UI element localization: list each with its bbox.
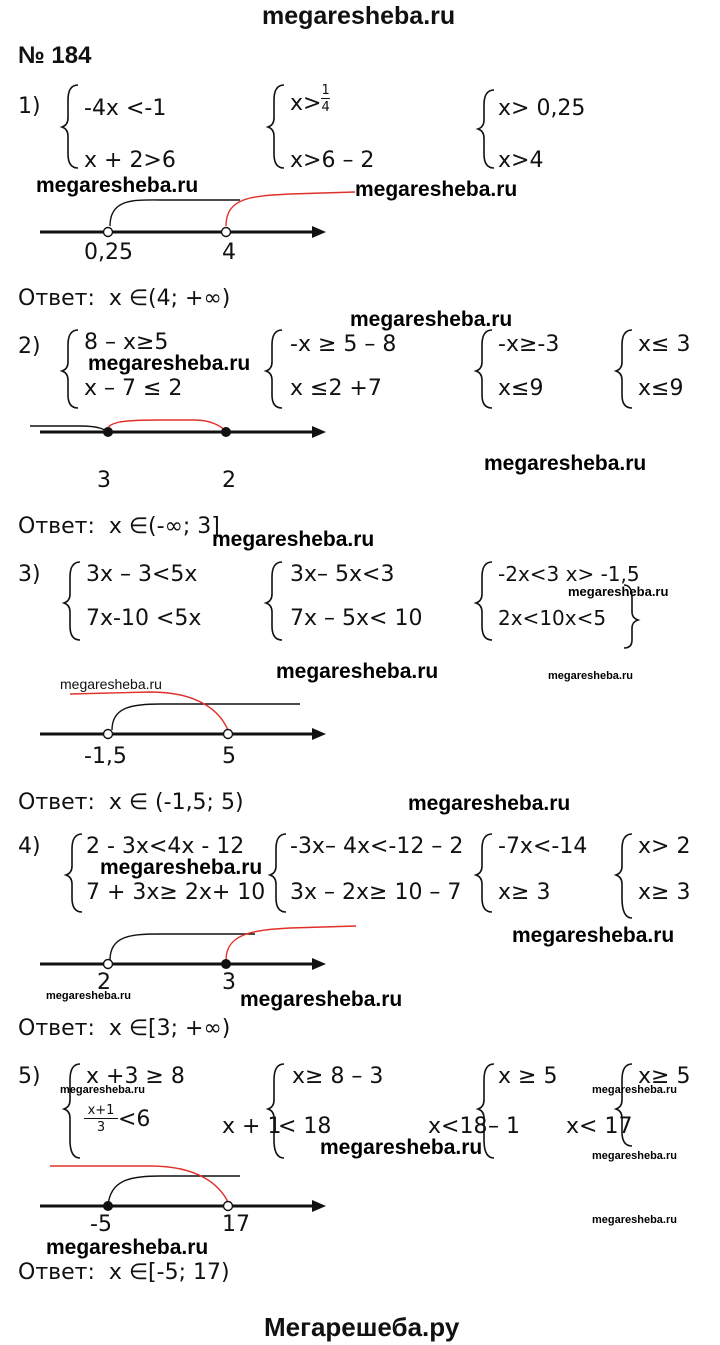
t1-c2-fraction (321, 84, 329, 116)
t3-c1-top: 3x – 3<5x (86, 562, 198, 587)
axis-label: 17 (222, 1212, 250, 1237)
t5-fraction (84, 1104, 118, 1136)
axis-label: 4 (222, 240, 236, 265)
footer-brand: Мегарешеба.ру (264, 1312, 460, 1342)
t3-c3-top: -2x<3 x> -1,5 (498, 562, 640, 586)
axis-label: 3 (97, 468, 111, 493)
answer-value: x ∈ (-1,5; 5) (108, 790, 244, 815)
answer-1 (18, 288, 230, 310)
t5-c4-left: x< 17 (566, 1114, 633, 1139)
watermark: megaresheba.ru (100, 856, 263, 879)
answer-prefix: Ответ: (18, 514, 95, 539)
t5-den: 3 (84, 1118, 118, 1135)
answer-prefix: Ответ: (18, 286, 95, 311)
task-label: 1) (18, 94, 41, 119)
task-label: 4) (18, 834, 41, 859)
t2-c3-bottom: x≤9 (498, 376, 544, 401)
t2-c4-bottom: x≤9 (638, 376, 684, 401)
t4-c3-top: -7x<-14 (498, 834, 588, 859)
answer-value: x ∈(-∞; 3] (108, 514, 220, 539)
problem-number: № 184 (18, 42, 92, 69)
t5-c3-top: x ≥ 5 (498, 1064, 558, 1089)
watermark: megaresheba.ru (240, 988, 403, 1011)
axis-label: 0,25 (84, 240, 133, 265)
watermark: megaresheba.ru (350, 308, 513, 331)
answer-value: x ∈(4; +∞) (108, 286, 231, 311)
t4-c2-top: -3x– 4x<-12 – 2 (290, 834, 464, 859)
t5-c2-top: x≥ 8 – 3 (292, 1064, 384, 1089)
t5-c1-top: x +3 ≥ 8 (86, 1064, 185, 1089)
axis-label: 2 (97, 970, 111, 995)
t1-c2-num: 1 (321, 83, 330, 98)
t5-c2-left: x + 1 (222, 1114, 282, 1139)
t1-c1-bottom: x + 2>6 (84, 148, 176, 173)
answer-3 (18, 792, 244, 814)
answer-prefix: Ответ: (18, 1016, 95, 1041)
answer-prefix: Ответ: (18, 1260, 95, 1285)
t1-c1-top: -4x <-1 (84, 96, 167, 121)
axis-label: 2 (222, 468, 236, 493)
watermark: megaresheba.ru (320, 1136, 483, 1159)
t5-c1-bottom (84, 1104, 150, 1136)
t5-c4-top: x≥ 5 (638, 1064, 691, 1089)
t3-c2-bottom: 7x – 5x< 10 (290, 606, 423, 631)
answer-prefix: Ответ: (18, 790, 95, 815)
t1-c2-top (290, 83, 330, 116)
t1-c3-bottom: x>4 (498, 148, 544, 173)
watermark: megaresheba.ru (60, 676, 162, 692)
t4-c1-bottom: 7 + 3x≥ 2x+ 10 (86, 880, 266, 905)
t2-c2-top: -x ≥ 5 – 8 (290, 332, 397, 357)
watermark: megaresheba.ru (592, 1150, 677, 1162)
t3-c2-top: 3x– 5x<3 (290, 562, 395, 587)
answer-5 (18, 1262, 230, 1284)
t2-c1-bottom: x – 7 ≤ 2 (84, 376, 183, 401)
watermark: megaresheba.ru (512, 924, 675, 947)
watermark: megaresheba.ru (568, 584, 669, 599)
t1-c3-top: x> 0,25 (498, 96, 586, 121)
axis-label: 3 (222, 970, 236, 995)
t3-c1-bottom: 7x-10 <5x (86, 606, 202, 631)
t5-c2-bottom: < 18 (278, 1114, 332, 1139)
axis-label: 5 (222, 744, 236, 769)
watermark: megaresheba.ru (548, 670, 633, 682)
answer-value: x ∈[3; +∞) (108, 1016, 231, 1041)
t2-c1-top: 8 – x≥5 (84, 330, 169, 355)
t5-c1-rest: <6 (118, 1106, 151, 1132)
t5-c3-left: x<18 (428, 1114, 488, 1139)
axis-label: -5 (90, 1212, 112, 1237)
task-label: 2) (18, 334, 41, 359)
watermark: megaresheba.ru (592, 1214, 677, 1226)
watermark: megaresheba.ru (46, 990, 131, 1002)
watermark: megaresheba.ru (46, 1236, 209, 1259)
t3-c3-bottom: 2x<10x<5 (498, 606, 607, 630)
answer-4 (18, 1018, 230, 1040)
task-label: 3) (18, 562, 41, 587)
answer-value: x ∈[-5; 17) (108, 1260, 230, 1285)
t4-c4-bottom: x≥ 3 (638, 880, 691, 905)
t1-c2-den: 4 (321, 100, 330, 116)
t4-c3-bottom: x≥ 3 (498, 880, 551, 905)
site-title: megaresheba.ru (262, 2, 456, 30)
t5-c3-bottom: – 1 (488, 1114, 520, 1139)
answer-2 (18, 516, 220, 538)
watermark: megaresheba.ru (60, 1084, 145, 1096)
t1-c2-bottom: x>6 – 2 (290, 148, 375, 173)
t4-c4-top: x> 2 (638, 834, 691, 859)
watermark: megaresheba.ru (592, 1084, 677, 1096)
watermark: megaresheba.ru (212, 528, 375, 551)
t2-c3-top: -x≥-3 (498, 332, 560, 357)
task-label: 5) (18, 1064, 41, 1089)
t4-c2-bottom: 3x – 2x≥ 10 – 7 (290, 880, 462, 905)
watermark: megaresheba.ru (408, 792, 571, 815)
watermark: megaresheba.ru (276, 660, 439, 683)
watermark: megaresheba.ru (484, 452, 647, 475)
watermark: megaresheba.ru (355, 178, 518, 201)
t4-c1-top: 2 - 3x<4x - 12 (86, 834, 245, 859)
t1-c2-prefix: x> (290, 90, 322, 116)
t2-c2-bottom: x ≤2 +7 (290, 376, 382, 401)
t2-c4-top: x≤ 3 (638, 332, 691, 357)
watermark: megaresheba.ru (36, 174, 199, 197)
t5-num: x+1 (87, 1103, 115, 1118)
axis-label: -1,5 (84, 744, 127, 769)
watermark: megaresheba.ru (88, 352, 251, 375)
